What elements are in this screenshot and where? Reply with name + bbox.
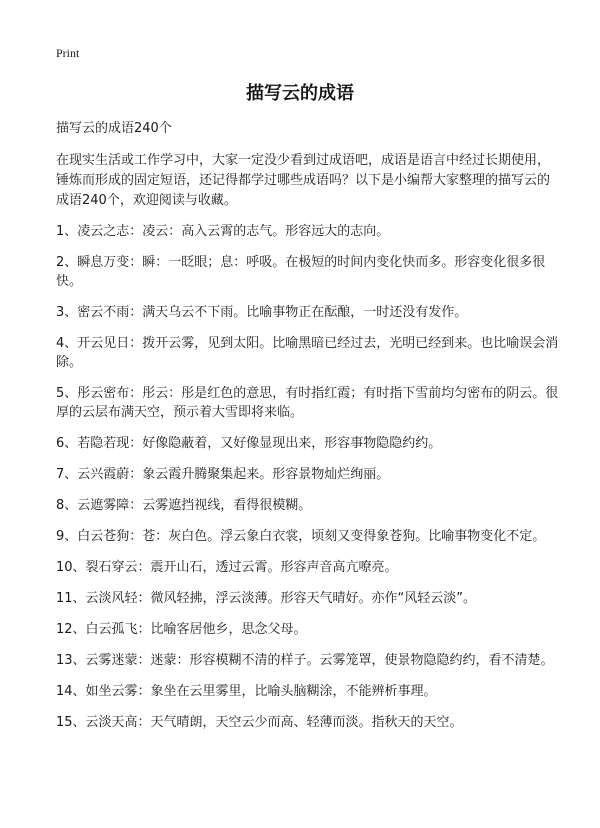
- idiom-item: 5、彤云密布：彤云：彤是红色的意思，有时指红霞；有时指下雪前均匀密布的阴云。很厚的云层布满天空，预示着大雪即将来临。: [56, 386, 559, 420]
- idiom-item: 2、瞬息万变：瞬：一眨眼；息：呼吸。在极短的时间内变化快而多。形容变化很多很快。: [56, 255, 546, 289]
- print-link[interactable]: Print: [56, 46, 80, 60]
- idiom-item: 11、云淡风轻：微风轻拂，浮云淡薄。形容天气晴好。亦作“风轻云淡”。: [56, 591, 477, 606]
- intro-paragraph: 在现实生活或工作学习中，大家一定没少看到过成语吧，成语是语言中经过长期使用，锤炼而形成的固定短语，还记得都学过哪些成语吗？以下是小编帮大家整理的描写云的成语240个，欢迎阅读与收藏。: [56, 153, 551, 208]
- idiom-item: 13、云雾迷蒙：迷蒙：形容模糊不清的样子。云雾笼罩，使景物隐隐约约，看不清楚。: [56, 653, 554, 668]
- idiom-item: 4、开云见日：拨开云雾，见到太阳。比喻黑暗已经过去，光明已经到来。也比喻误会消除。: [56, 336, 559, 370]
- page-title: 描写云的成语: [246, 83, 354, 104]
- idiom-item: 8、云遮雾障：云雾遮挡视线，看得很模糊。: [56, 498, 312, 513]
- subtitle: 描写云的成语240个: [56, 121, 172, 136]
- idiom-item: 10、裂石穿云：震开山石，透过云霄。形容声音高亢嘹亮。: [56, 560, 398, 575]
- article-body: [56, 119, 560, 744]
- idiom-item: 9、白云苍狗：苍：灰白色。浮云象白衣裳，顷刻又变得象苍狗。比喻事物变化不定。: [56, 529, 546, 544]
- idiom-item: 14、如坐云雾：象坐在云里雾里，比喻头脑糊涂，不能辨析事理。: [56, 684, 437, 699]
- idiom-item: 3、密云不雨：满天乌云不下雨。比喻事物正在酝酿，一时还没有发作。: [56, 305, 468, 320]
- idiom-item: 1、凌云之志：凌云：高入云霄的志气。形容远大的志向。: [56, 224, 390, 239]
- idiom-item: 7、云兴霞蔚：象云霞升腾聚集起来。形容景物灿烂绚丽。: [56, 467, 390, 482]
- idiom-item: 15、云淡天高：天气晴朗，天空云少而高、轻薄而淡。指秋天的天空。: [56, 715, 463, 730]
- idiom-item: 12、白云孤飞：比喻客居他乡，思念父母。: [56, 622, 307, 637]
- idiom-item: 6、若隐若现：好像隐蔽着，又好像显现出来，形容事物隐隐约约。: [56, 436, 442, 451]
